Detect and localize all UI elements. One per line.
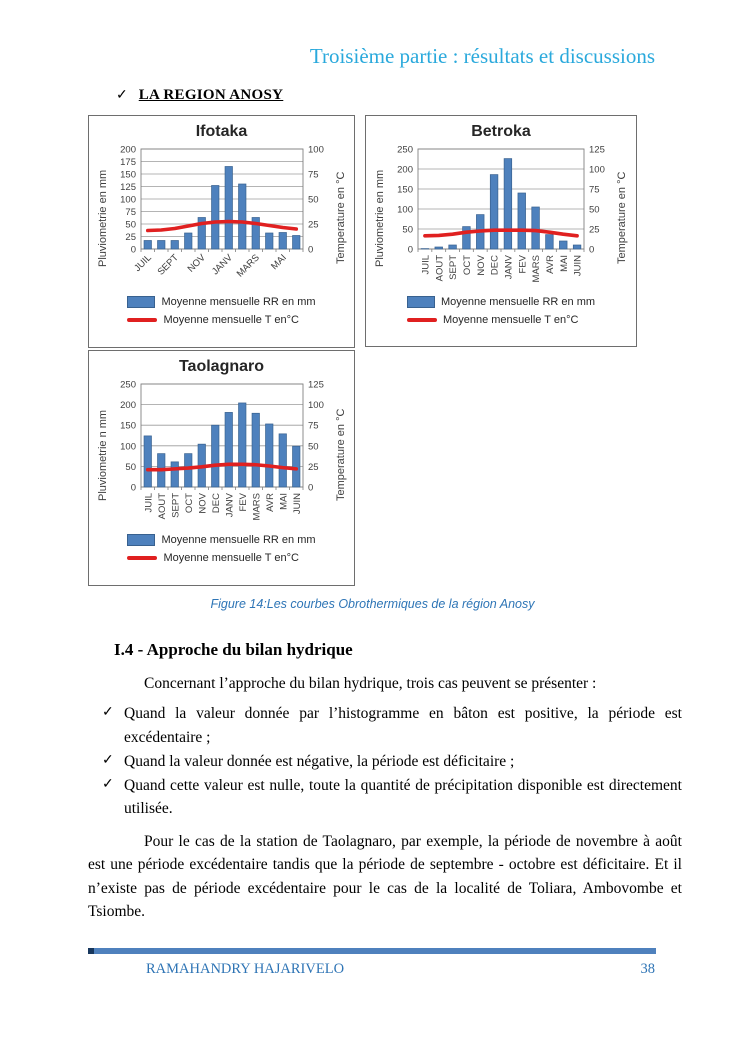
bullet-item	[88, 702, 682, 749]
svg-text:MARS: MARS	[531, 255, 543, 283]
svg-text:125: 125	[307, 379, 324, 391]
svg-text:100: 100	[119, 194, 136, 206]
svg-text:100: 100	[589, 164, 605, 176]
bullet-item	[88, 774, 682, 821]
svg-text:NOV: NOV	[196, 493, 208, 514]
footer-author: RAMAHANDRY HAJARIVELO	[146, 961, 345, 977]
svg-text:175: 175	[119, 157, 136, 168]
chart-canvas	[109, 378, 335, 531]
svg-text:JUIL: JUIL	[420, 255, 432, 275]
svg-text:OCT: OCT	[461, 255, 473, 276]
svg-text:SEPT: SEPT	[169, 493, 181, 518]
svg-text:0: 0	[130, 244, 136, 256]
svg-text:150: 150	[119, 169, 136, 181]
legend-label: Moyenne mensuelle T en°C	[163, 314, 299, 326]
right-axis-label: Temperature en °C	[616, 171, 628, 265]
svg-text:50: 50	[307, 194, 319, 206]
page-header-title: Troisième partie : résultats et discussions	[309, 44, 655, 68]
legend-item-temp	[127, 314, 315, 326]
legend-item-rr	[407, 296, 595, 308]
legend-label: Moyenne mensuelle RR en mm	[440, 296, 596, 308]
line-swatch-icon	[127, 556, 157, 560]
svg-text:SEPT: SEPT	[448, 255, 460, 280]
svg-text:JUIN: JUIN	[291, 493, 303, 515]
legend-label: Moyenne mensuelle T en°C	[163, 552, 299, 564]
chart-legend	[407, 296, 595, 326]
svg-text:25: 25	[124, 232, 136, 243]
svg-text:AVR: AVR	[544, 255, 556, 274]
legend-label: Moyenne mensuelle RR en mm	[161, 534, 316, 546]
svg-text:JANV: JANV	[209, 252, 235, 278]
svg-text:NOV: NOV	[185, 252, 208, 275]
svg-text:250: 250	[397, 144, 413, 156]
svg-text:JUIL: JUIL	[131, 252, 154, 274]
intro-paragraph: Concernant l’approche du bilan hydrique, trois cas peuvent se présenter :	[144, 675, 597, 692]
svg-text:0: 0	[407, 244, 413, 256]
chart-plot-area	[97, 143, 347, 293]
line-swatch-icon	[407, 318, 437, 322]
svg-text:125: 125	[119, 182, 136, 193]
right-axis-label: Temperature en °C	[334, 171, 347, 265]
svg-text:75: 75	[307, 420, 319, 432]
chart-canvas	[109, 143, 335, 293]
chart-legend	[127, 296, 315, 326]
svg-text:NOV: NOV	[475, 255, 487, 276]
bar-swatch-icon	[407, 296, 435, 308]
svg-text:MARS: MARS	[234, 252, 262, 280]
svg-text:JANV: JANV	[503, 255, 515, 280]
svg-text:FEV: FEV	[517, 255, 529, 274]
legend-item-rr	[127, 534, 315, 546]
svg-text:50: 50	[589, 204, 600, 216]
svg-text:50: 50	[402, 224, 413, 236]
svg-text:75: 75	[589, 184, 600, 196]
chart-legend	[127, 534, 315, 564]
svg-text:50: 50	[307, 441, 319, 453]
svg-text:250: 250	[119, 379, 136, 391]
region-heading	[116, 87, 283, 104]
svg-text:150: 150	[397, 184, 413, 196]
svg-text:MAI: MAI	[558, 255, 570, 272]
chart-title: Taolagnaro	[178, 358, 265, 375]
svg-text:MAI: MAI	[268, 252, 289, 273]
svg-text:150: 150	[119, 420, 136, 432]
legend-label: Moyenne mensuelle RR en mm	[161, 296, 316, 308]
chart-plot-area	[97, 378, 347, 531]
svg-text:AOUT: AOUT	[434, 255, 446, 282]
svg-text:25: 25	[589, 224, 600, 236]
svg-text:JANV: JANV	[223, 493, 235, 518]
bullet-list	[88, 702, 682, 820]
svg-text:100: 100	[397, 204, 413, 216]
svg-text:DEC: DEC	[489, 255, 501, 276]
svg-text:0: 0	[130, 482, 136, 494]
svg-text:75: 75	[124, 207, 136, 218]
legend-label: Moyenne mensuelle T en°C	[442, 314, 579, 326]
svg-text:FEV: FEV	[237, 493, 249, 512]
footer-rule-nub	[88, 948, 94, 954]
svg-text:125: 125	[589, 144, 605, 156]
check-icon: ✓	[102, 777, 114, 793]
chart-ifotaka	[88, 115, 355, 348]
footer-rule	[88, 948, 656, 954]
figure-caption: Figure 14:Les courbes Obrothermiques de la région Anosy	[210, 597, 535, 611]
chart-title: Betroka	[471, 123, 531, 140]
chart-plot-area	[374, 143, 628, 293]
legend-item-temp	[127, 552, 315, 564]
left-axis-label: Pluviometrie n mm	[96, 408, 109, 501]
check-icon: ✓	[102, 705, 114, 721]
region-heading-text: LA REGION ANOSY	[138, 87, 284, 103]
chart-betroka	[365, 115, 637, 347]
svg-text:100: 100	[119, 441, 136, 453]
svg-text:SEPT: SEPT	[155, 252, 181, 278]
svg-text:100: 100	[307, 400, 324, 412]
chart-canvas	[386, 143, 616, 293]
svg-text:100: 100	[307, 144, 324, 156]
svg-text:AOUT: AOUT	[156, 493, 168, 520]
bar-swatch-icon	[127, 296, 155, 308]
svg-text:50: 50	[124, 461, 136, 473]
footer-page-number: 38	[640, 961, 655, 977]
bullet-text: Quand cette valeur est nulle, toute la quantité de précipitation disponible est directement utilisée.	[124, 777, 682, 818]
bullet-text: Quand la valeur donnée par l’histogramme en bâton est positive, la période est excédentaire ;	[124, 705, 682, 746]
left-axis-label: Pluviometrie en mm	[374, 169, 386, 267]
check-icon: ✓	[116, 88, 128, 103]
body-text	[88, 640, 682, 939]
svg-text:200: 200	[119, 144, 136, 156]
svg-text:75: 75	[307, 169, 319, 181]
svg-text:DEC: DEC	[210, 493, 222, 514]
bullet-text: Quand la valeur donnée est négative, la période est déficitaire ;	[124, 752, 515, 770]
svg-text:JUIN: JUIN	[572, 255, 584, 277]
svg-text:200: 200	[397, 164, 413, 176]
right-axis-label: Temperature en °C	[334, 408, 347, 501]
svg-text:25: 25	[307, 219, 319, 231]
legend-item-temp	[407, 314, 595, 326]
svg-text:MAI: MAI	[277, 493, 289, 510]
bullet-item	[88, 750, 682, 773]
svg-text:MARS: MARS	[250, 493, 262, 521]
legend-item-rr	[127, 296, 315, 308]
check-icon: ✓	[102, 752, 114, 768]
bar-swatch-icon	[127, 534, 155, 546]
chart-title: Ifotaka	[195, 123, 248, 140]
svg-text:200: 200	[119, 400, 136, 412]
svg-text:0: 0	[307, 482, 313, 494]
svg-text:25: 25	[307, 461, 319, 473]
svg-text:50: 50	[124, 219, 136, 231]
chart-taolagnaro	[88, 350, 355, 586]
svg-text:OCT: OCT	[183, 493, 195, 514]
svg-text:0: 0	[589, 244, 595, 256]
svg-text:JUIL: JUIL	[142, 493, 154, 513]
closing-paragraph: Pour le cas de la station de Taolagnaro, par exemple, la période de novembre à août est une période excédentaire tandis que la période de septembre - octobre est déficitaire. Et il n’existe pas de période excédentaire pour le cas de la localité de Toliara, Ambovombe et Tsiombe.	[88, 832, 682, 921]
section-heading: I.4 - Approche du bilan hydrique	[114, 640, 353, 659]
left-axis-label: Pluviometrie en mm	[96, 169, 109, 267]
svg-text:AVR: AVR	[264, 493, 276, 512]
line-swatch-icon	[127, 318, 157, 322]
svg-text:0: 0	[307, 244, 313, 256]
